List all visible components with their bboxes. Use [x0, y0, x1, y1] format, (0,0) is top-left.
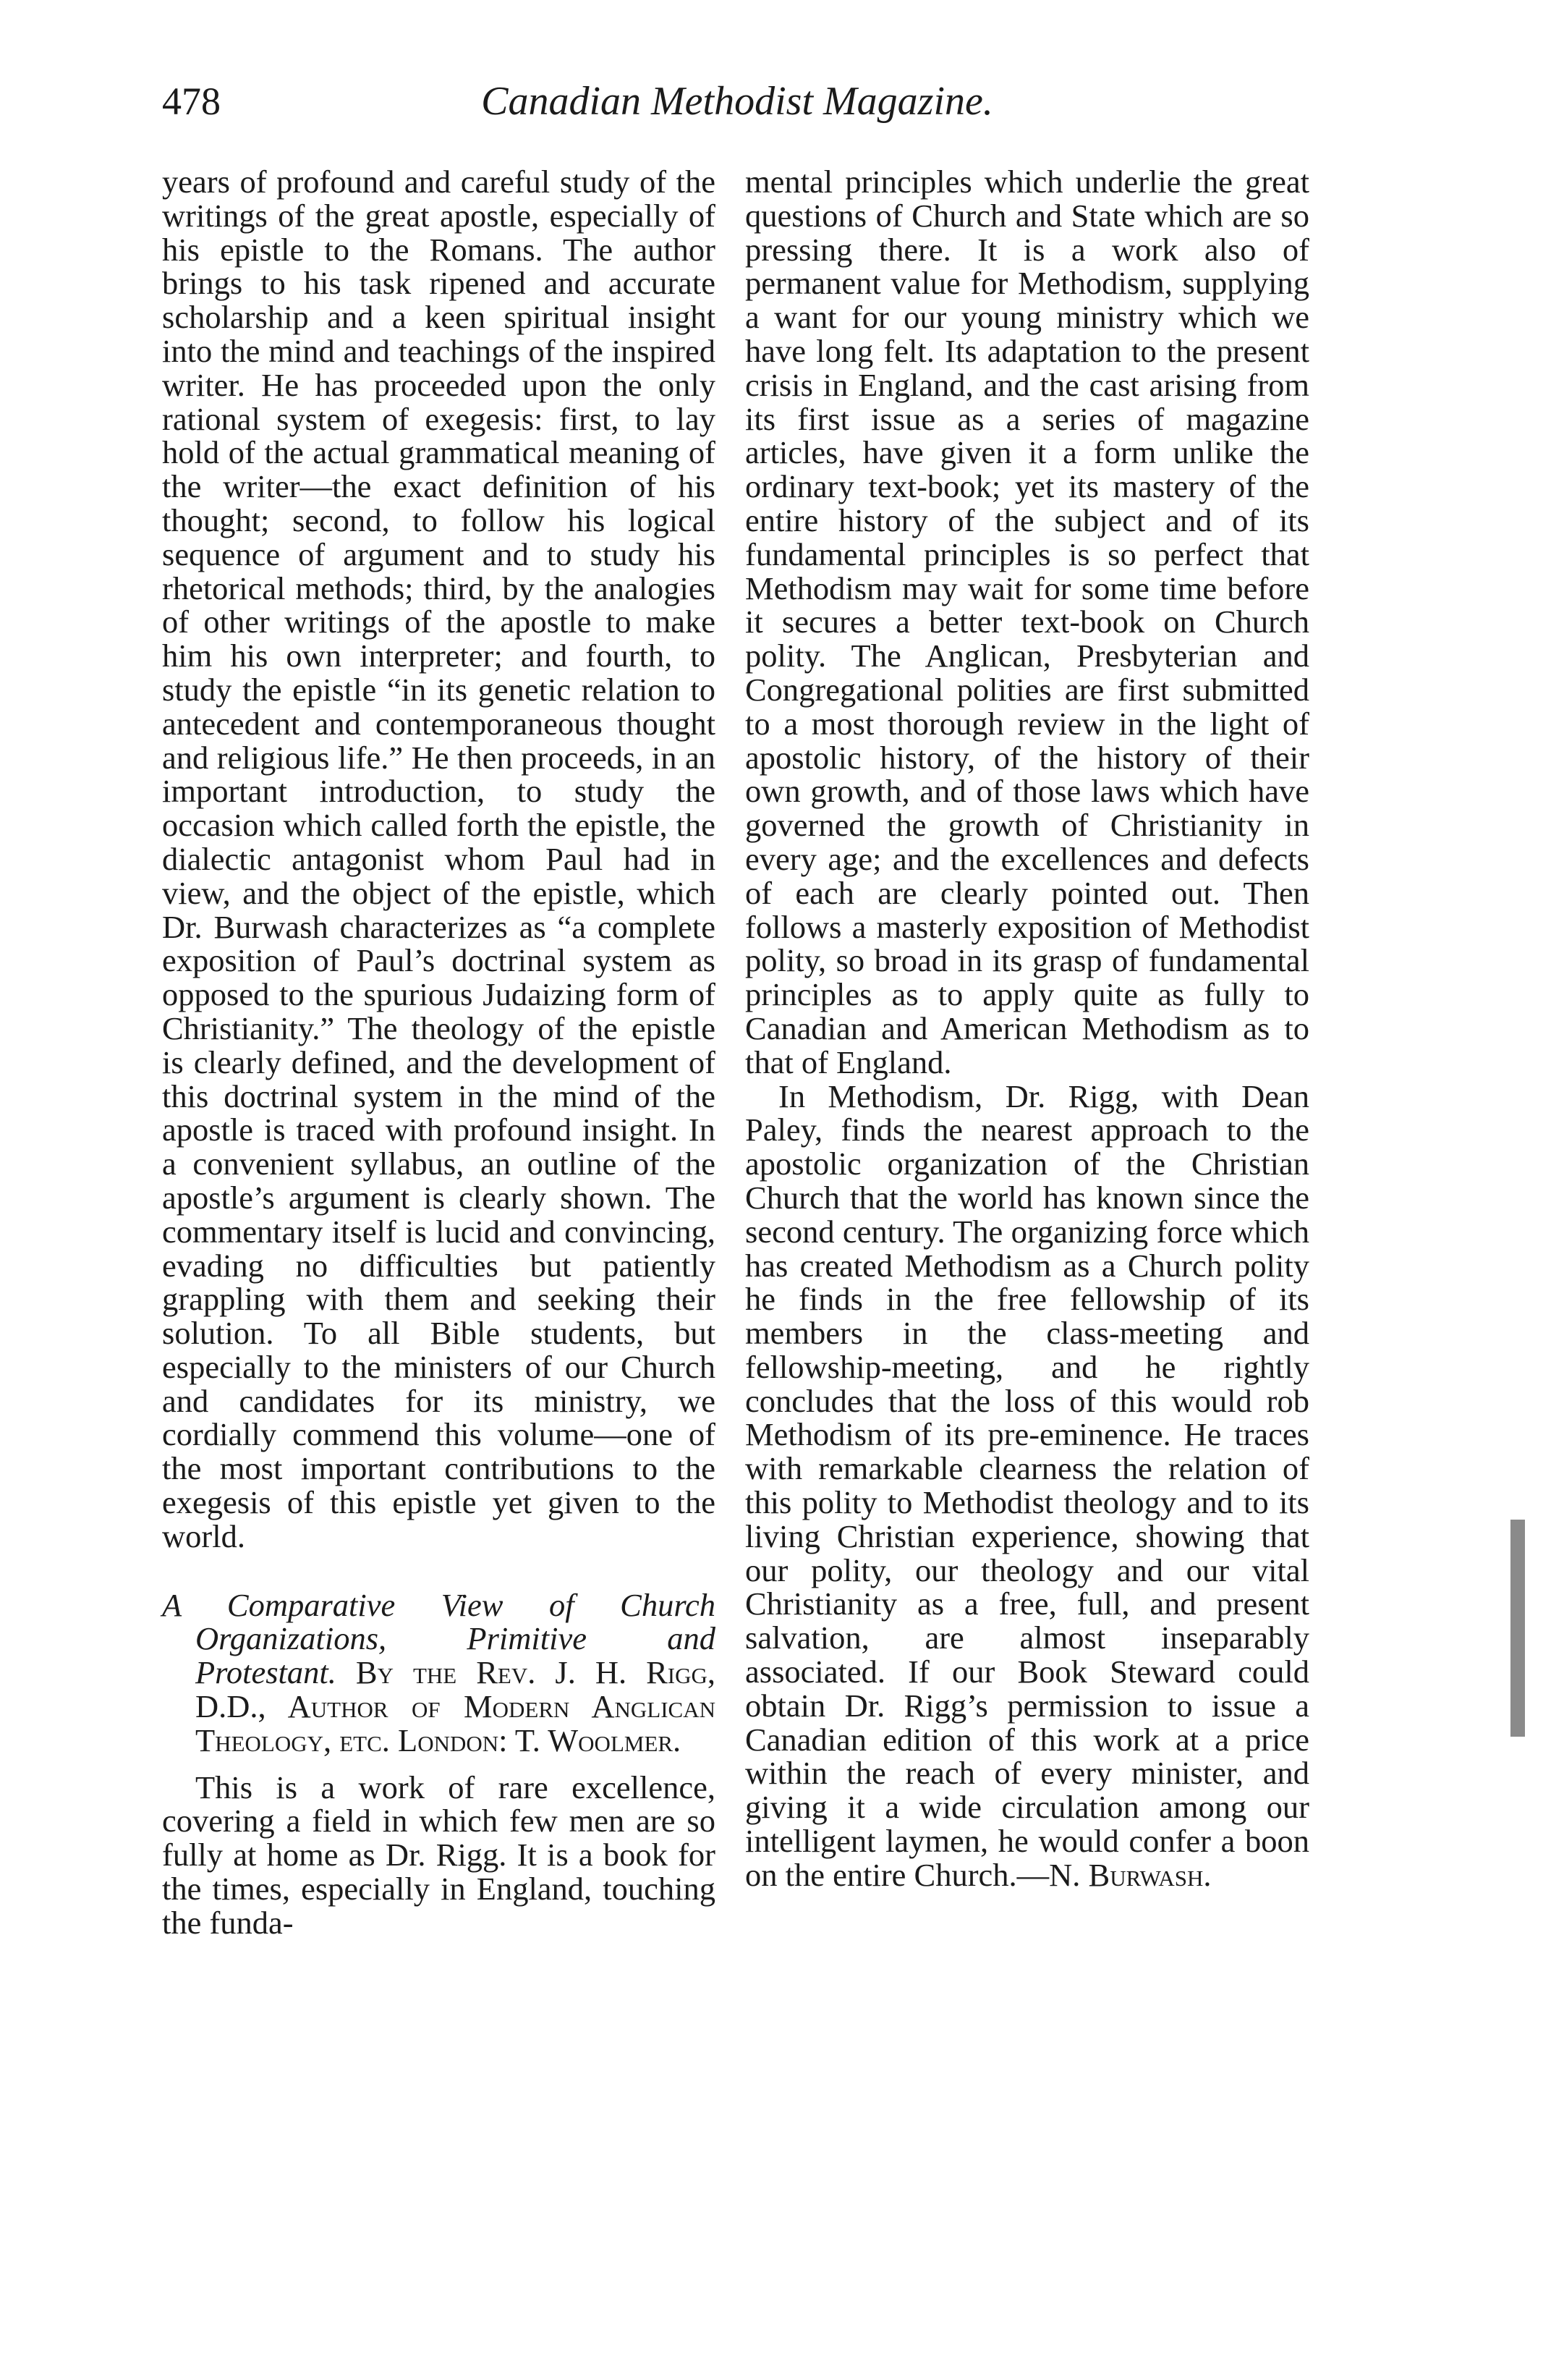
running-title: Canadian Methodist Magazine. [481, 79, 993, 124]
review-body-paragraph: mental principles which underlie the great questions of Church and State which are so pressing there. It is a work also of permanent value for Methodism, supplying a want for our young ministry which we have long felt. Its adaptation to the present crisis in England, and the cast arising from its first issue as a series of magazine articles, have given it a form unlike the ordinary text-book; yet its mastery of the entire history of the subject and of its fundamental principles is so perfect that Methodism may wait for some time before it secures a better text-book on Church polity. The Anglican, Presbyterian and Congregational polities are first submitted to a most thorough review in the light of apostolic history, of the history of their own growth, and of those laws which have governed the growth of Christianity in every age; and the excellences and defects of each are clearly pointed out. Then follows a masterly exposition of Methodist polity, so broad in its grasp of fundamental principles as to apply quite as fully to Canadian and American Methodism as to that of England. [745, 164, 1309, 1080]
book-title: A Comparative View of Church Organizations, Primitive and Protestant. [162, 1586, 715, 1691]
right-column [745, 165, 1309, 1892]
page-header [162, 72, 1312, 130]
left-column [162, 165, 715, 1940]
review-opening-paragraph: This is a work of rare excellence, covering a field in which few men are so fully at home as Dr. Rigg. It is a book for the times, especially in England, touching the funda- [162, 1769, 715, 1941]
review-continuation-paragraph: years of profound and careful study of the writings of the great apostle, especially of his epistle to the Romans. The author brings to his task ripened and accurate scholarship and a keen spiritual insight into the mind and teachings of the inspired writer. He has proceeded upon the only rational system of exegesis: first, to lay hold of the actual grammatical meaning of the writer—the exact definition of his thought; second, to follow his logical sequence of argument and to study his rhetorical methods; third, by the analogies of other writings of the apostle to make him his own interpreter; and fourth, to study the epistle “in its genetic relation to antecedent and contemporaneous thought and religious life.” He then proceeds, in an important introduction, to study the occasion which called forth the epistle, the dialectic antagonist whom Paul had in view, and the object of the epistle, which Dr. Burwash characterizes as “a complete exposition of Paul’s doctrinal system as opposed to the spurious Judaizing form of Christianity.” The theology of the epistle is clearly defined, and the development of this doctrinal system in the mind of the apostle is traced with profound insight. In a convenient syllabus, an outline of the apostle’s argument is clearly shown. The commentary itself is lucid and convincing, evading no difficulties but patiently grappling with them and seeking their solution. To all Bible students, but especially to the ministers of our Church and candidates for its ministry, we cordially commend this volume—one of the most important contributions to the exegesis of this epistle yet given to the world. [162, 164, 715, 1554]
reviewer-signature: N. Burwash. [1049, 1856, 1212, 1893]
book-citation [162, 1588, 715, 1758]
page-number: 478 [162, 80, 221, 123]
review-closing-paragraph [745, 1077, 1309, 1893]
book-byline: By the Rev. J. H. Rigg, D.D., Author of Modern Anglican Theology, etc. London: T. Woolmer. [195, 1654, 715, 1758]
closing-text: In Methodism, Dr. Rigg, with Dean Paley, finds the nearest approach to the apostolic organization of the Christian Church that the world has known since the second century. The organizing force which has created Methodism as a Church polity he finds in the free fellowship of its members in the class-meeting and fellowship-meeting, and he rightly concludes that the loss of this would rob Methodism of its pre-eminence. He traces with remarkable clearness the relation of this polity to Methodist theology and to its living Christian experience, showing that our polity, our theology and our vital Christianity as a free, full, and present salvation, are almost inseparably associated. If our Book Steward could obtain Dr. Rigg’s permission to issue a Canadian edition of this work at a price within the reach of every minister, and giving it a wide circulation among our intelligent laymen, he would confer a boon on the entire Church.— [745, 1077, 1309, 1893]
margin-scan-mark [1510, 1520, 1525, 1737]
